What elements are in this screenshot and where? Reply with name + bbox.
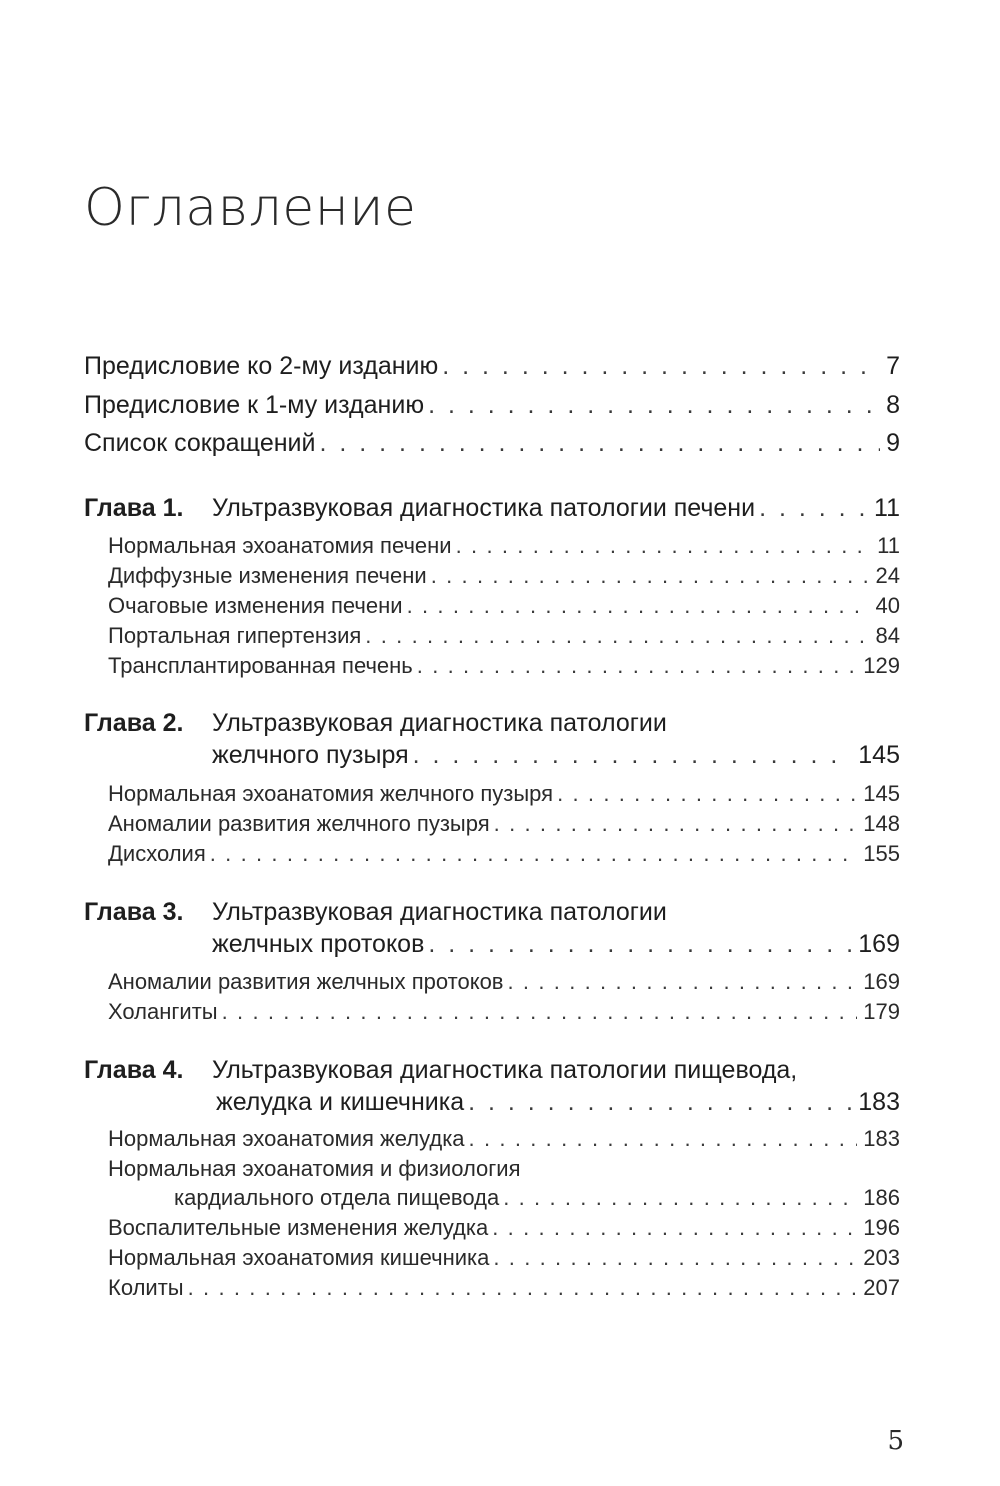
toc-subentry[interactable] xyxy=(108,623,900,649)
toc-subentry-text: Нормальная эхоанатомия желудка xyxy=(108,1126,465,1151)
chapter-4-heading-line1[interactable] xyxy=(84,1056,797,1085)
chapter-1-heading[interactable] xyxy=(84,494,900,523)
toc-subentry[interactable] xyxy=(108,841,900,867)
toc-entry-text: Предисловие ко 2-му изданию xyxy=(84,352,439,380)
toc-entry-preface-1[interactable] xyxy=(84,391,900,420)
toc-subentry-text: Нормальная эхоанатомия желчного пузыря xyxy=(108,781,554,806)
toc-subentry-text: Трансплантированная печень xyxy=(108,653,413,678)
dot-leader xyxy=(188,1275,858,1301)
toc-entry-preface-2[interactable] xyxy=(84,352,900,381)
dot-leader xyxy=(492,1215,857,1241)
toc-subentry-text: Колиты xyxy=(108,1275,184,1300)
toc-subentry[interactable] xyxy=(108,1126,900,1152)
toc-subentry-page: 145 xyxy=(863,781,900,806)
toc-subentry-text: Нормальная эхоанатомия кишечника xyxy=(108,1245,490,1270)
chapter-2-heading-line2[interactable] xyxy=(212,741,900,770)
toc-entry-abbreviations[interactable] xyxy=(84,429,900,458)
toc-subentry-page: 148 xyxy=(863,811,900,836)
toc-subentry-page: 183 xyxy=(863,1126,900,1151)
dot-leader xyxy=(469,1126,858,1152)
chapter-4-heading-line2[interactable] xyxy=(216,1088,900,1117)
dot-leader xyxy=(494,811,858,837)
chapter-title-cont: желудка и кишечника xyxy=(216,1088,465,1116)
page-title: Оглавление xyxy=(84,178,417,238)
chapter-page: 11 xyxy=(874,494,900,522)
toc-subentry[interactable] xyxy=(108,593,900,619)
chapter-label: Глава 1. xyxy=(84,494,184,522)
toc-subentry-text: Холангиты xyxy=(108,999,218,1024)
toc-entry-page: 7 xyxy=(886,352,900,380)
toc-subentry-text: Дисхолия xyxy=(108,841,206,866)
dot-leader xyxy=(503,1185,857,1211)
toc-subentry-page: 129 xyxy=(863,653,900,678)
chapter-label: Глава 2. xyxy=(84,709,184,737)
dot-leader xyxy=(413,741,853,770)
toc-subentry-text: Портальная гипертензия xyxy=(108,623,362,648)
dot-leader xyxy=(456,533,872,559)
toc-subentry-page: 24 xyxy=(875,563,900,588)
toc-subentry-text: кардиального отдела пищевода xyxy=(174,1185,500,1210)
toc-subentry-text: Диффузные изменения печени xyxy=(108,563,427,588)
chapter-title: Ультразвуковая диагностика патологии печени xyxy=(212,494,756,522)
dot-leader xyxy=(428,930,852,959)
dot-leader xyxy=(365,623,869,649)
toc-subentry-page: 40 xyxy=(875,593,900,618)
toc-subentry[interactable] xyxy=(108,563,900,589)
toc-subentry-page: 11 xyxy=(877,533,900,558)
toc-subentry-text: Воспалительные изменения желудка xyxy=(108,1215,489,1240)
toc-entry-text: Список сокращений xyxy=(84,429,316,457)
toc-entry-page: 8 xyxy=(886,391,900,419)
toc-subentry[interactable] xyxy=(108,781,900,807)
dot-leader xyxy=(468,1088,852,1117)
page-number: 5 xyxy=(887,1426,904,1456)
dot-leader xyxy=(319,429,880,458)
chapter-label: Глава 4. xyxy=(84,1056,184,1084)
chapter-title: Ультразвуковая диагностика патологии пищевода, xyxy=(212,1056,798,1084)
toc-subentry-page: 196 xyxy=(863,1215,900,1240)
toc-subentry-page: 207 xyxy=(863,1275,900,1300)
chapter-title-cont: желчного пузыря xyxy=(212,741,409,769)
toc-subentry[interactable] xyxy=(108,533,900,559)
toc-subentry-text: Нормальная эхоанатомия печени xyxy=(108,533,452,558)
toc-subentry[interactable] xyxy=(108,999,900,1025)
chapter-page: 169 xyxy=(858,930,900,958)
dot-leader xyxy=(222,999,858,1025)
dot-leader xyxy=(431,563,870,589)
toc-subentry-page: 179 xyxy=(863,999,900,1024)
dot-leader xyxy=(508,969,858,995)
chapter-label: Глава 3. xyxy=(84,898,184,926)
toc-entry-text: Предисловие к 1-му изданию xyxy=(84,391,425,419)
chapter-title: Ультразвуковая диагностика патологии xyxy=(212,898,667,926)
toc-subentry[interactable] xyxy=(108,1275,900,1301)
chapter-2-heading-line1[interactable] xyxy=(84,709,667,738)
chapter-page: 145 xyxy=(858,741,900,769)
toc-subentry[interactable] xyxy=(108,653,900,679)
toc-subentry-page: 203 xyxy=(863,1245,900,1270)
toc-subentry-page: 84 xyxy=(875,623,900,648)
toc-subentry[interactable] xyxy=(108,969,900,995)
dot-leader xyxy=(493,1245,857,1271)
chapter-3-heading-line1[interactable] xyxy=(84,898,667,927)
toc-subentry-page: 169 xyxy=(863,969,900,994)
toc-entry-page: 9 xyxy=(886,429,900,457)
toc-subentry-page: 186 xyxy=(863,1185,900,1210)
chapter-page: 183 xyxy=(858,1088,900,1116)
toc-subentry[interactable] xyxy=(174,1185,900,1211)
chapter-title: Ультразвуковая диагностика патологии xyxy=(212,709,667,737)
toc-subentry-page: 155 xyxy=(863,841,900,866)
dot-leader xyxy=(557,781,857,807)
toc-subentry[interactable] xyxy=(108,1215,900,1241)
toc-subentry-text-line1[interactable]: Нормальная эхоанатомия и физиология xyxy=(108,1156,521,1181)
dot-leader xyxy=(759,494,868,523)
toc-subentry[interactable] xyxy=(108,811,900,837)
dot-leader xyxy=(428,391,880,420)
chapter-3-heading-line2[interactable] xyxy=(212,930,900,959)
chapter-title-cont: желчных протоков xyxy=(212,930,425,958)
toc-subentry-text: Аномалии развития желчного пузыря xyxy=(108,811,490,836)
toc-subentry-text: Аномалии развития желчных протоков xyxy=(108,969,504,994)
dot-leader xyxy=(417,653,858,679)
toc-subentry-text: Очаговые изменения печени xyxy=(108,593,403,618)
toc-subentry[interactable] xyxy=(108,1245,900,1271)
dot-leader xyxy=(210,841,858,867)
dot-leader xyxy=(407,593,870,619)
dot-leader xyxy=(442,352,880,381)
